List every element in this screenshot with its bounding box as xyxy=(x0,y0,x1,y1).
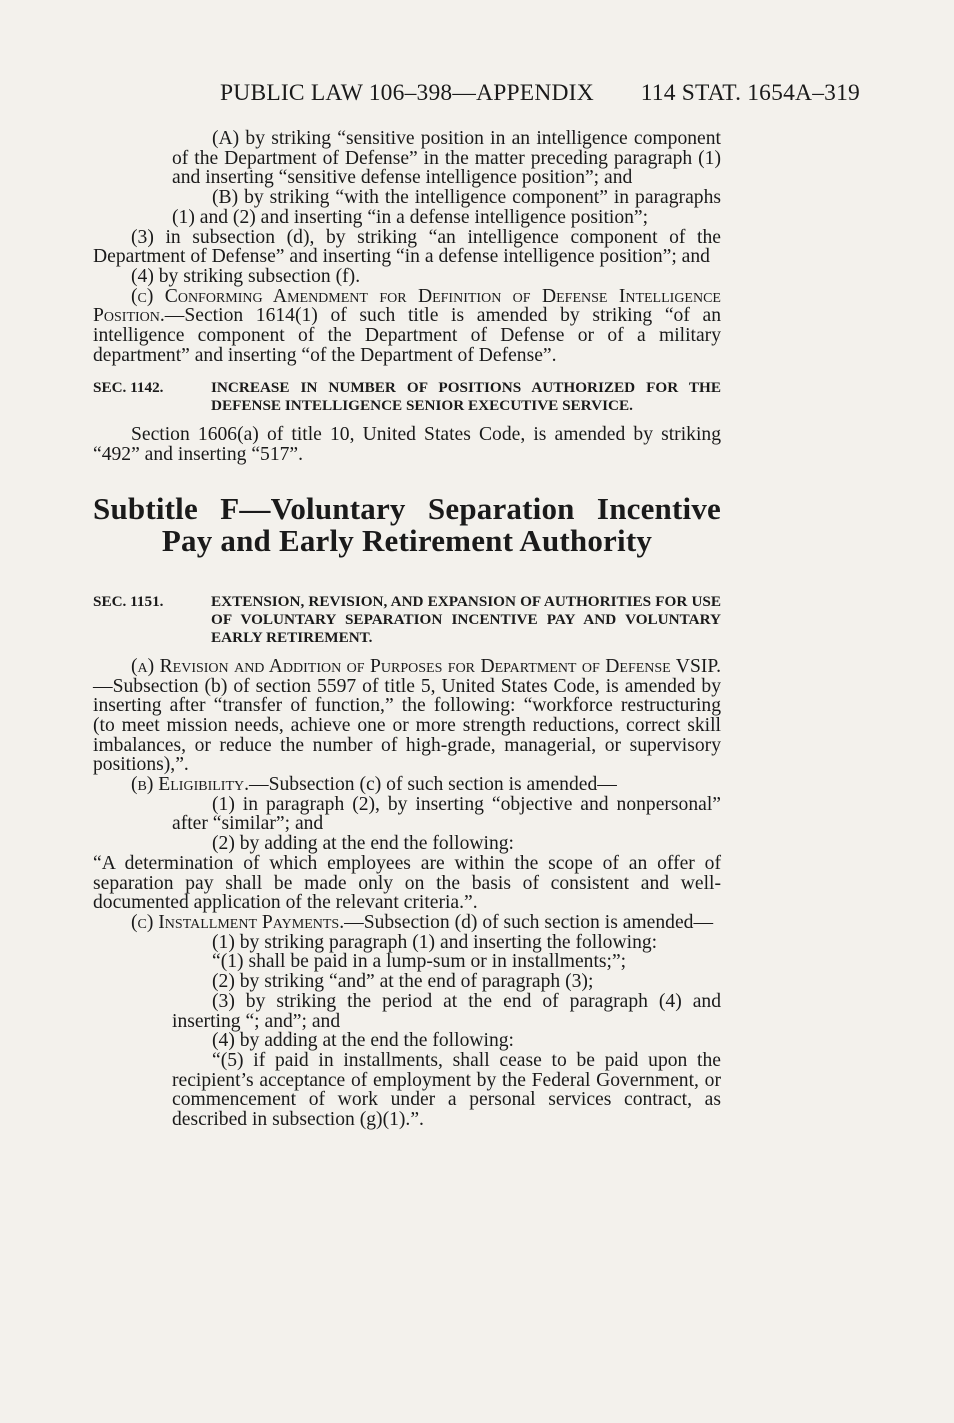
subsection-c-conforming xyxy=(93,287,721,366)
subsection-b-eligibility xyxy=(93,775,721,795)
inserted-paragraph-5: “(5) if paid in installments, shall cease to be paid upon the recipient’s acceptance of employment by the Federal Government, or commencement of work under a personal services contract, as described in subsection (g)(1).”. xyxy=(172,1049,721,1131)
section-1142-text: Section 1606(a) of title 10, United States Code, is amended by striking “492” and inserting “517”. xyxy=(93,424,721,466)
subsection-heading: (a) Revision and Addition of Purposes for Department of Defense VSIP. xyxy=(131,655,721,677)
clause-b: (B) by striking “with the intelligence component” in paragraphs (1) and (2) and inserting “in a defense intelligence position”; xyxy=(172,187,721,228)
section-number: SEC. 1142. xyxy=(93,379,164,397)
amendment-item-4: (4) by adding at the end the following: xyxy=(212,1030,515,1052)
inserted-text: “A determination of which employees are within the scope of an offer of separation pay shall be made only on the basis of consistent and well-documented application of the relevant criteria.”. xyxy=(93,852,721,914)
header-law-title: PUBLIC LAW 106–398—APPENDIX xyxy=(220,80,594,106)
paragraph-3: (3) in subsection (d), by striking “an intelligence component of the Department of Defense” and inserting “in a defense intelligence position”; and xyxy=(93,226,721,268)
subsection-text: —Section 1614(1) of such title is amended by striking “of an intelligence component of the Department of Defense or of a military department” and inserting “of the Department of Defense”. xyxy=(93,305,721,366)
header-page-number: 114 STAT. 1654A–319 xyxy=(640,80,860,106)
amendment-item-3: (3) by striking the period at the end of paragraph (4) and inserting “; and”; and xyxy=(172,990,721,1032)
section-title: EXTENSION, REVISION, AND EXPANSION OF AUTHORITIES FOR USE OF VOLUNTARY SEPARATION INCENTIVE PAY AND VOLUNTARY EARLY RETIREMENT. xyxy=(211,592,721,646)
document-body xyxy=(93,129,721,1130)
amendment-item-2: (2) by striking “and” at the end of paragraph (3); xyxy=(212,971,594,993)
section-title: INCREASE IN NUMBER OF POSITIONS AUTHORIZED FOR THE DEFENSE INTELLIGENCE SENIOR EXECUTIVE SERVICE. xyxy=(211,379,721,415)
subsection-heading: (c) Conforming Amendment for Definition of Defense Intelligence Position. xyxy=(93,285,721,327)
subsection-text: —Subsection (c) of such section is amended— xyxy=(249,774,617,796)
running-header xyxy=(220,80,860,110)
subsection-text: —Subsection (b) of section 5597 of title 5, United States Code, is amended by inserting after “transfer of function,” the following: “workforce restructuring (to meet mission needs, achieve one or more strength reductions, correct skill imbalances, or reduce the number of high-grade, managerial, or supervisory positions),”. xyxy=(93,675,721,776)
clause-a: (A) by striking “sensitive position in an intelligence component of the Department of Defense” in the matter preceding paragraph (1) and inserting “sensitive defense intelligence position”; and xyxy=(172,128,721,189)
amendment-item-2: (2) by adding at the end the following: xyxy=(212,833,515,855)
paragraph-4: (4) by striking subsection (f). xyxy=(131,265,361,287)
section-1142-heading xyxy=(93,379,721,415)
amendment-item-1: (1) in paragraph (2), by inserting “objective and nonpersonal” after “similar”; and xyxy=(172,793,721,835)
section-number: SEC. 1151. xyxy=(93,592,164,610)
amendment-item-1: (1) by striking paragraph (1) and inserting the following: xyxy=(212,931,658,953)
subtitle-heading: Subtitle F—Voluntary Separation Incentive Pay and Early Retirement Authority xyxy=(93,490,721,558)
section-1151-heading xyxy=(93,593,721,647)
subsection-a-vsip xyxy=(93,657,721,775)
subsection-heading: (c) Installment Payments. xyxy=(131,911,345,933)
subsection-c-installment xyxy=(93,913,721,933)
subsection-heading: (b) Eligibility. xyxy=(131,774,250,796)
subsection-text: —Subsection (d) of such section is amended— xyxy=(344,911,714,933)
inserted-paragraph-1: “(1) shall be paid in a lump-sum or in installments;”; xyxy=(212,951,627,973)
